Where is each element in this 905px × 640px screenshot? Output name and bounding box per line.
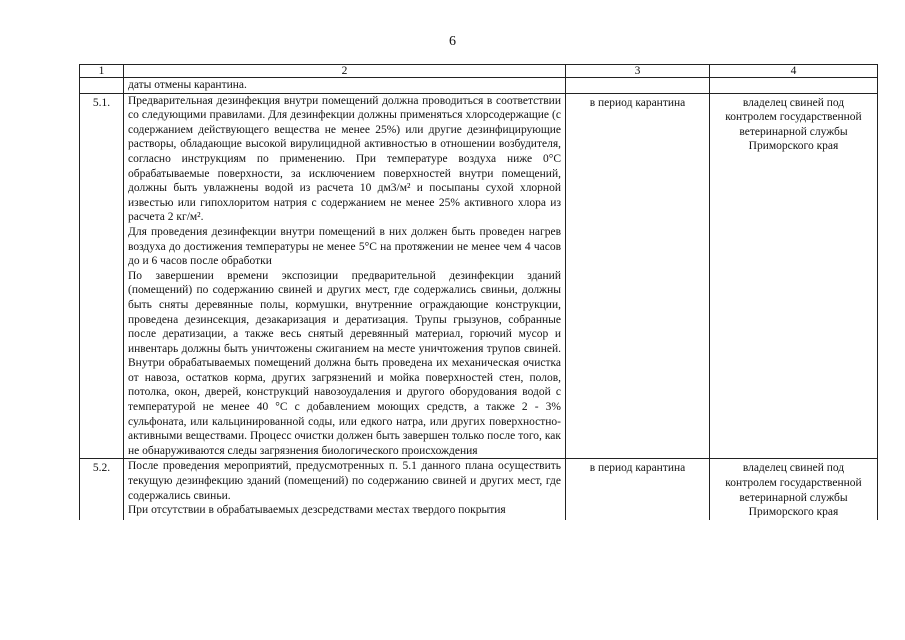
- description-paragraph: Предварительная дезинфекция внутри помещений должна проводиться в соответствии со следующими правилами. Для дезинфекции должны применяться хлорсодержащие (с содержанием действующего вещества не менее 25%) или другие дезинфицирующие растворы, обладающие высокой вирулицидной активностью в отношении возбудителя, согласно инструкциям по применению. При температуре воздуха ниже 0°С обрабатываемые поверхности, за исключением поверхностей внутри помещений, должны быть увлажнены водой из расчета 10 дм3/м² и посыпаны сухой хлорной известью или гипохлоритом натрия с содержанием не менее 25% активного хлора из расчета 2 кг/м².: [128, 94, 561, 224]
- row-period: в период карантина: [566, 93, 710, 459]
- continuation-text: даты отмены карантина.: [124, 78, 566, 94]
- responsible-line: ветеринарной службы: [739, 491, 848, 504]
- row-number: 5.2.: [80, 459, 124, 520]
- table-row: [80, 459, 878, 520]
- responsible-line: владелец свиней под: [742, 462, 845, 475]
- column-header-1: 1: [80, 65, 124, 78]
- table-header-row: [80, 65, 878, 78]
- row-responsible: [710, 93, 878, 459]
- continuation-row: [80, 78, 878, 94]
- row-number: 5.1.: [80, 93, 124, 459]
- responsible-line: контролем государственной: [725, 477, 862, 490]
- continuation-num-cell: [80, 78, 124, 94]
- description-paragraph: При отсутствии в обрабатываемых дезсредствами местах твердого покрытия: [128, 504, 506, 517]
- table-row: [80, 93, 878, 459]
- responsible-line: ветеринарной службы: [739, 125, 848, 138]
- continuation-responsible-cell: [710, 78, 878, 94]
- responsible-line: владелец свиней под: [742, 96, 845, 109]
- row-period: в период карантина: [566, 459, 710, 520]
- description-paragraph: После проведения мероприятий, предусмотренных п. 5.1 данного плана осуществить текущую дезинфекцию зданий (помещений) по содержанию свиней и других мест, где содержались свиньи.: [128, 460, 561, 502]
- description-paragraph: Для проведения дезинфекции внутри помещений в них должен быть проведен нагрев воздуха до достижения температуры не менее 5°С на протяжении не менее чем 4 часов до и 6 часов после обработки: [128, 225, 561, 268]
- description-paragraph: По завершении времени экспозиции предварительной дезинфекции зданий (помещений) по содержанию свиней и других мест, где содержались свиньи, должны быть сняты деревянные полы, кормушки, внутренние ограждающие конструкции, проведена дезинсекция, дезакаризация и дератизация. Трупы грызунов, собранные после дератизации, а также весь снятый деревянный материал, горючий мусор и инвентарь должны быть уничтожены сжиганием на месте уничтожения трупов свиней. Внутри обрабатываемых помещений должна быть проведена их механическая очистка от навоза, остатков корма, других загрязнений и мойка поверхностей стен, полов, потолка, окон, дверей, конструкций навозоудаления и другого оборудования водой с температурой не менее 40 °С с добавлением моющих средств, а также 2 - 3% сульфоната, или кальцинированной соды, или едкого натра, или других поверхностно-активными веществами. Процесс очистки должен быть завершен только после того, как не обнаруживаются следы загрязнения биологического происхождения: [128, 269, 561, 457]
- responsible-line: контролем государственной: [725, 111, 862, 124]
- page-number: 6: [449, 34, 456, 49]
- row-responsible: [710, 459, 878, 520]
- column-header-2: 2: [124, 65, 566, 78]
- column-header-4: 4: [710, 65, 878, 78]
- row-description: [124, 93, 566, 459]
- responsible-line: Приморского края: [748, 506, 839, 519]
- responsible-line: Приморского края: [748, 140, 839, 153]
- column-header-3: 3: [566, 65, 710, 78]
- plan-table: [79, 64, 878, 520]
- row-description: [124, 459, 566, 520]
- continuation-period-cell: [566, 78, 710, 94]
